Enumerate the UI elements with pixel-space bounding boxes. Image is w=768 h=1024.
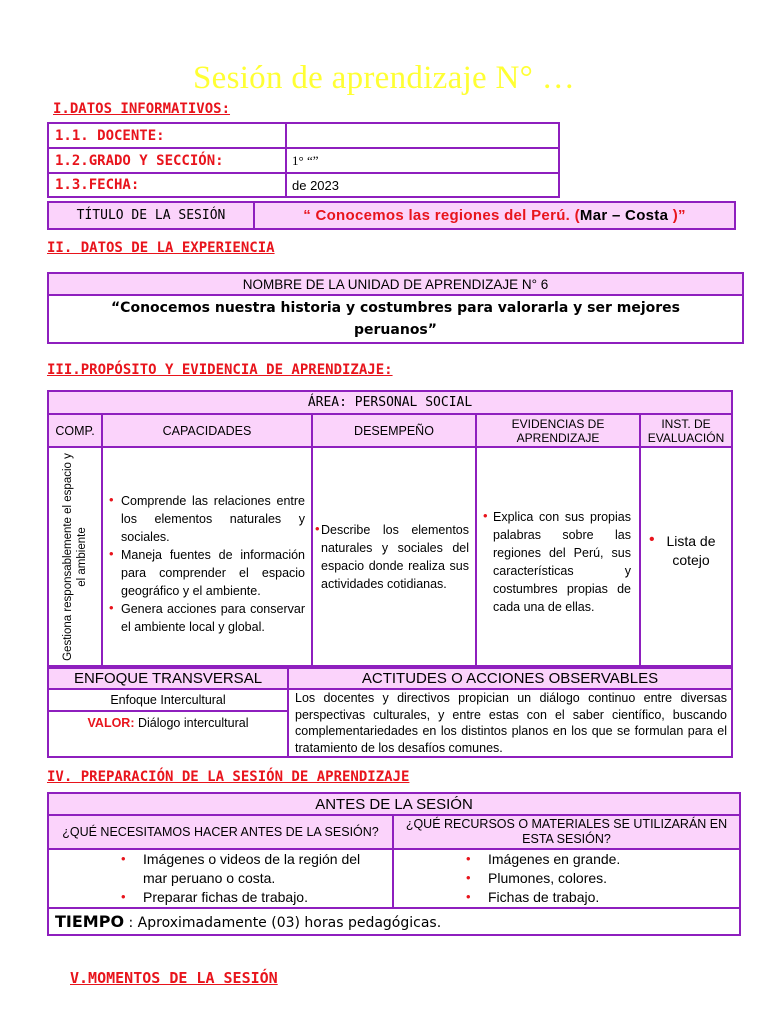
area-header: ÁREA: PERSONAL SOCIAL: [48, 391, 732, 414]
titulo-part-2: Mar – Costa: [579, 207, 673, 224]
page-title: Sesión de aprendizaje N° …: [192, 60, 576, 96]
evidencia-text: • Explica con sus propias palabras sobre las regiones del Perú, sus características y costumbres propias de cada una de ellas.: [481, 508, 631, 616]
titulo-sesion-table: [47, 201, 736, 230]
valor-value: Diálogo intercultural: [138, 716, 249, 730]
docente-value: [286, 123, 559, 148]
enfoque-name: Enfoque Intercultural: [49, 690, 287, 712]
actitudes-header: ACTITUDES O ACCIONES OBSERVABLES: [288, 668, 732, 689]
recurso-item: • Imágenes en grande.: [464, 850, 739, 869]
col-evidencias: EVIDENCIAS DE APRENDIZAJE: [476, 414, 640, 447]
section-1-heading: I.DATOS INFORMATIVOS:: [53, 101, 231, 117]
grado-value: 1° “”: [286, 148, 559, 173]
section-5-heading: V.MOMENTOS DE LA SESIÓN: [70, 969, 278, 987]
fecha-value: de 2023: [286, 173, 559, 197]
hacer-item: • Imágenes o videos de la región del mar peruano o costa.: [119, 850, 386, 888]
desempeno-text: • Describe los elementos naturales y sociales del espacio donde realiza sus actividades cotidianas.: [313, 521, 469, 593]
instrumento-text: • Lista de cotejo: [647, 532, 725, 570]
hacer-cell: [48, 849, 393, 908]
titulo-sesion-label: TÍTULO DE LA SESIÓN: [48, 202, 254, 229]
col-comp: COMP.: [48, 414, 102, 447]
unidad-name: “Conocemos nuestra historia y costumbres para valorarla y ser mejores peruanos”: [48, 295, 743, 343]
valor-line: [49, 712, 287, 734]
fecha-label: 1.3.FECHA:: [48, 173, 286, 197]
hacer-header: ¿QUÉ NECESITAMOS HACER ANTES DE LA SESIÓN?: [48, 815, 393, 849]
valor-label: VALOR:: [87, 716, 135, 730]
recurso-item: • Fichas de trabajo.: [464, 888, 739, 907]
desempeno-cell: [312, 447, 476, 666]
titulo-part-3: )”: [672, 207, 686, 224]
tiempo-label: TIEMPO: [55, 911, 125, 931]
antes-header: ANTES DE LA SESIÓN: [48, 793, 740, 815]
docente-label: 1.1. DOCENTE:: [48, 123, 286, 148]
capacidades-cell: [102, 447, 312, 666]
enfoque-table: [47, 667, 733, 758]
section-4-heading: IV. PREPARACIÓN DE LA SESIÓN DE APRENDIZAJE: [47, 769, 410, 785]
datos-table: [47, 122, 560, 198]
titulo-part-1: “ Conocemos las regiones del Perú. (: [303, 207, 580, 224]
capacidad-item: • Comprende las relaciones entre los elementos naturales y sociales.: [107, 492, 305, 546]
enfoque-cell: [48, 689, 288, 757]
hacer-item: • Preparar fichas de trabajo.: [119, 888, 386, 907]
recursos-cell: [393, 849, 740, 908]
evidencia-cell: [476, 447, 640, 666]
titulo-sesion-value: [254, 202, 735, 229]
col-instrumento: INST. DE EVALUACIÓN: [640, 414, 732, 447]
grado-label: 1.2.GRADO Y SECCIÓN:: [48, 148, 286, 173]
actitudes-text: Los docentes y directivos propician un diálogo continuo entre diversas perspectivas culturales, y entre estas con el saber científico, buscando complementariedades en los distintos planos en los que se formulan para el tratamiento de los desafíos comunes.: [288, 689, 732, 757]
competencia-cell: [48, 447, 102, 666]
tiempo-cell: [48, 908, 740, 935]
capacidad-item: • Maneja fuentes de información para comprender el espacio geográfico y el ambiente.: [107, 546, 305, 600]
recursos-header: ¿QUÉ RECURSOS O MATERIALES SE UTILIZARÁN EN ESTA SESIÓN?: [393, 815, 740, 849]
preparacion-table: [47, 792, 741, 936]
instrumento-cell: [640, 447, 732, 666]
section-3-heading: III.PROPÓSITO Y EVIDENCIA DE APRENDIZAJE:: [47, 362, 393, 378]
unidad-table: [47, 272, 744, 344]
competencia-text: Gestiona responsablemente el espacio y el ambiente: [62, 452, 88, 661]
section-2-heading: II. DATOS DE LA EXPERIENCIA: [47, 240, 275, 256]
capacidad-item: • Genera acciones para conservar el ambiente local y global.: [107, 600, 305, 636]
proposito-table: [47, 390, 733, 667]
col-desempeno: DESEMPEÑO: [312, 414, 476, 447]
enfoque-header: ENFOQUE TRANSVERSAL: [48, 668, 288, 689]
unidad-label: NOMBRE DE LA UNIDAD DE APRENDIZAJE N° 6: [48, 273, 743, 295]
col-capacidades: CAPACIDADES: [102, 414, 312, 447]
recurso-item: • Plumones, colores.: [464, 869, 739, 888]
tiempo-value: : Aproximadamente (03) horas pedagógicas.: [128, 914, 442, 931]
